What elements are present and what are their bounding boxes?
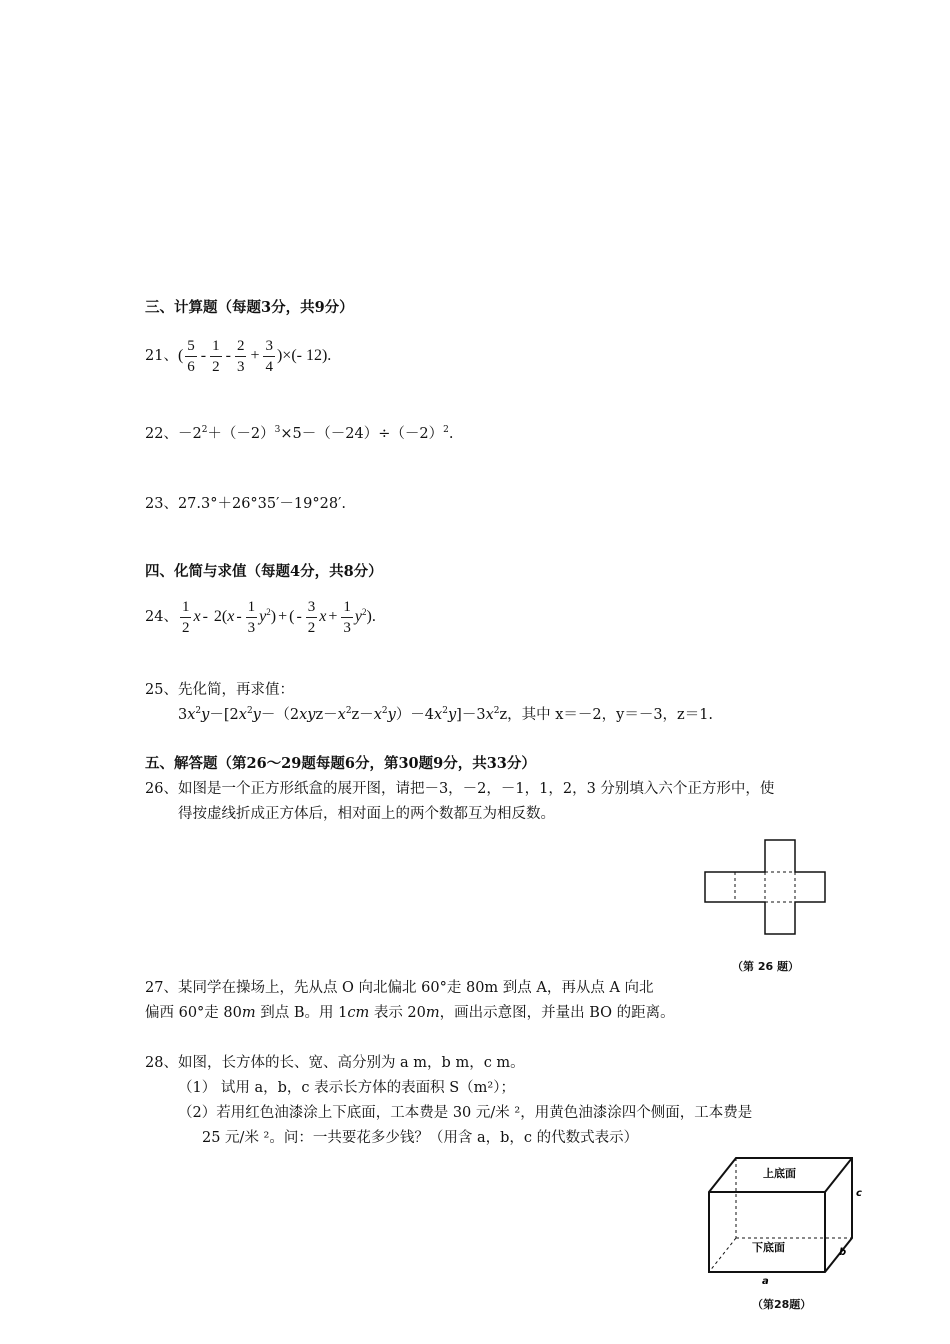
question-22: 22、$-2^2+(-2)^3\times 5-(-24)\div(-2)^2$.: [145, 425, 454, 442]
question-21-tail: )×(- 12).: [276, 347, 332, 365]
question-21-number: 21、: [145, 348, 178, 365]
section5-title: 五、解答题（第26～29题每题6分，第30题9分，共33分）: [145, 755, 536, 772]
question-26-line2: 得按虚线折成正方体后，相对面上的两个数都互为相反数。: [178, 806, 555, 822]
question-28-sub2: （2）若用红色油漆涂上下底面，工本费是 30 元/米 ²，用黄色油漆涂四个侧面，工本费是: [178, 1105, 753, 1121]
fraction: $\frac{3}{4}$: [265, 338, 273, 375]
question-28-line1: 28、如图，长方体的长、宽、高分别为 a m，b m，c m。: [145, 1055, 525, 1071]
fraction: $\frac{1}{2}$: [212, 338, 220, 375]
top-face-label: 上底面: [763, 1167, 796, 1180]
fraction: $\frac{2}{3}$: [236, 338, 245, 375]
question-28-sub1: （1） 试用 a，b，c 表示长方体的表面积 S（m²）；: [178, 1080, 515, 1096]
question-21: 21、( $\frac{5}{6}$ - $\frac{1}{2}$ - $\frac{2}{3}$ + $\frac{3}{4}$ )×(- 12).: [145, 338, 332, 375]
question-23: 23、27.3°＋26°35′－19°28′.: [145, 496, 346, 512]
question-24: 24、 $\frac{1}{2}$ x - 2(x - $\frac{1}{3}$ $y^2$) + ( - $\frac{3}{2}$ x + $\frac{1}{3}$ $y^2$).: [145, 599, 376, 636]
figure-26-caption: （第 26 题）: [732, 960, 799, 973]
question-25-expression: $3x^2y-[2x^2y-(2xyz-x^2z-x^2y)-4x^2y]-3x^2z$，其中 x＝－2，y＝－3，z＝1.: [178, 706, 714, 723]
question-26-line1: 26、如图是一个正方形纸盒的展开图，请把－3，－2，－1，1，2，3 分别填入六个正方形中，使: [145, 781, 775, 797]
fraction: $\frac{5}{6}$: [187, 338, 195, 375]
dimension-c-label: c: [856, 1188, 862, 1199]
dimension-b-label: b: [839, 1247, 847, 1258]
question-28-sub2b: 25 元/米 ²。问：一共要花多少钱？（用含 a，b，c 的代数式表示）: [202, 1130, 639, 1146]
question-25-intro: 25、先化简，再求值：: [145, 682, 294, 698]
cube-net-figure: [700, 836, 830, 936]
figure-28-caption: （第28题）: [752, 1298, 812, 1311]
bottom-face-label: 下底面: [752, 1241, 785, 1254]
question-27-line1: 27、某同学在操场上，先从点 O 向北偏北 60°走 80m 到点 A，再从点 A 向北: [145, 980, 654, 996]
dimension-a-label: a: [762, 1276, 769, 1285]
cuboid-figure: [700, 1150, 870, 1285]
section3-title: 三、计算题（每题3分，共9分）: [145, 299, 354, 316]
section4-title: 四、化简与求值（每题4分，共8分）: [145, 563, 383, 580]
question-27-line2: 偏西 60°走 80m 到点 B。用 1cm 表示 20m，画出示意图，并量出 BO 的距离。: [145, 1005, 675, 1021]
